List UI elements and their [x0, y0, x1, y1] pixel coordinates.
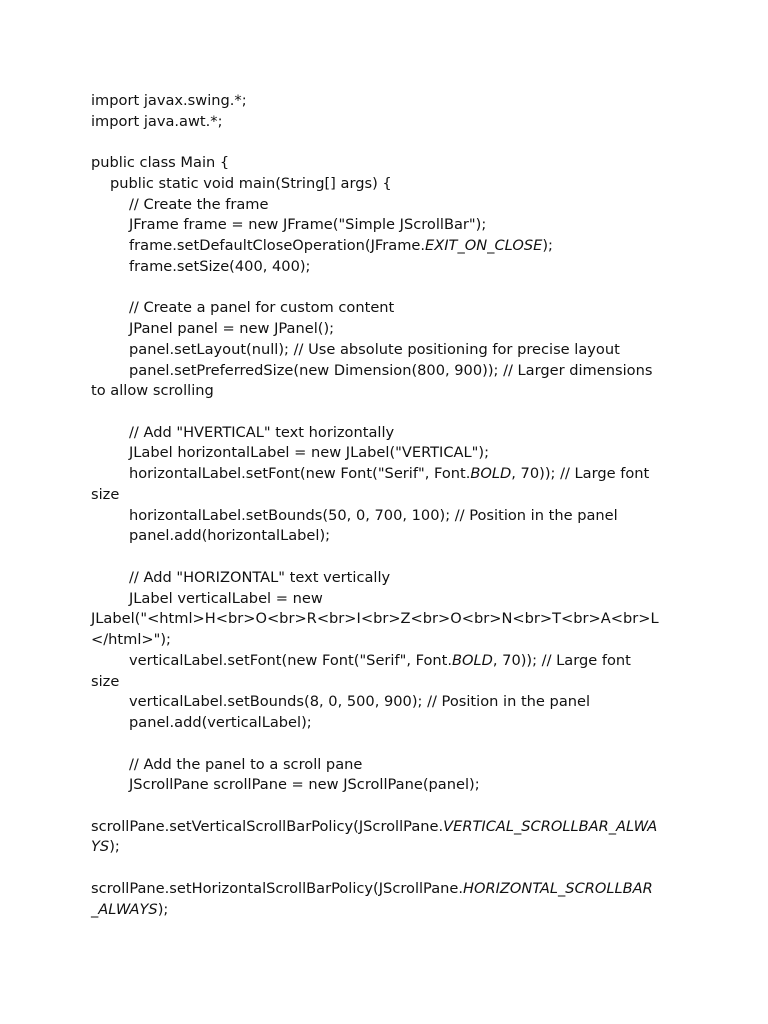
code-line [91, 630, 691, 651]
code-text: verticalLabel.setBounds(8, 0, 500, 900); // Position in the panel [129, 693, 591, 711]
code-constant: BOLD [470, 465, 512, 483]
code-text: JLabel verticalLabel = new [129, 589, 323, 607]
code-line [91, 775, 691, 796]
code-line [91, 755, 691, 776]
code-line [91, 174, 691, 195]
code-text: // Add "HVERTICAL" text horizontally [129, 423, 395, 441]
code-text: import java.awt.*; [91, 112, 223, 130]
code-text: JLabel("<html>H<br>O<br>R<br>I<br>Z<br>O<br>N<br>T<br>A<br>L [91, 610, 659, 628]
code-text: ); [542, 237, 553, 255]
code-text: // Add the panel to a scroll pane [129, 755, 363, 773]
code-text: // Add "HORIZONTAL" text vertically [129, 568, 391, 586]
code-text: scrollPane.setHorizontalScrollBarPolicy(JScrollPane. [91, 879, 464, 897]
code-text: // Create a panel for custom content [129, 299, 395, 317]
code-text: , 70)); // Large font [492, 651, 631, 669]
code-line [91, 215, 691, 236]
code-line [91, 485, 691, 506]
code-constant: VERTICAL_SCROLLBAR_ALWA [443, 817, 658, 835]
code-line [91, 361, 691, 382]
code-line [91, 153, 691, 174]
blank-line [91, 547, 691, 568]
code-line [91, 257, 691, 278]
blank-line [91, 858, 691, 879]
code-line [91, 112, 691, 133]
blank-line [91, 734, 691, 755]
code-line [91, 340, 691, 361]
code-text: horizontalLabel.setFont(new Font("Serif", Font. [129, 465, 471, 483]
code-constant: EXIT_ON_CLOSE [425, 237, 543, 255]
code-text: ); [109, 838, 120, 856]
code-text: ); [157, 900, 169, 918]
code-line [91, 879, 691, 900]
blank-line [91, 796, 691, 817]
code-text: verticalLabel.setFont(new Font("Serif", Font. [129, 651, 453, 669]
blank-line [91, 402, 691, 423]
code-text: scrollPane.setVerticalScrollBarPolicy(JScrollPane. [91, 817, 444, 835]
code-line [91, 900, 691, 921]
code-line [91, 464, 691, 485]
code-line [91, 817, 691, 838]
code-text: panel.setPreferredSize(new Dimension(800, 900)); // Larger dimensions [129, 361, 653, 379]
code-text: panel.setLayout(null); // Use absolute positioning for precise layout [129, 340, 620, 358]
code-line [91, 381, 691, 402]
code-line [91, 91, 691, 112]
code-text: // Create the frame [129, 195, 269, 213]
code-line [91, 319, 691, 340]
code-line [91, 713, 691, 734]
code-constant: _ALWAYS [91, 900, 158, 918]
code-line [91, 651, 691, 672]
code-text: public static void main(String[] args) { [110, 174, 392, 192]
code-text: size [91, 672, 120, 690]
code-line [91, 672, 691, 693]
blank-line [91, 132, 691, 153]
code-text: JScrollPane scrollPane = new JScrollPane(panel); [129, 776, 480, 794]
code-text: JLabel horizontalLabel = new JLabel("VERTICAL"); [129, 444, 489, 462]
code-line [91, 298, 691, 319]
code-line [91, 609, 691, 630]
code-text: to allow scrolling [91, 382, 214, 400]
code-text: frame.setSize(400, 400); [129, 257, 311, 275]
code-constant: YS [91, 838, 110, 856]
code-text: , 70)); // Large font [511, 465, 650, 483]
code-line [91, 568, 691, 589]
code-line [91, 443, 691, 464]
code-line [91, 526, 691, 547]
code-text: import javax.swing.*; [91, 92, 247, 109]
code-text: horizontalLabel.setBounds(50, 0, 700, 100); // Position in the panel [129, 506, 618, 524]
code-text: public class Main { [91, 154, 230, 172]
code-constant: BOLD [452, 651, 493, 669]
code-text: panel.add(verticalLabel); [129, 714, 312, 732]
code-text: panel.add(horizontalLabel); [129, 527, 331, 545]
code-text: JFrame frame = new JFrame("Simple JScrollBar"); [129, 216, 487, 234]
code-line [91, 423, 691, 444]
code-text: </html>"); [91, 631, 171, 649]
code-text: JPanel panel = new JPanel(); [129, 320, 335, 338]
blank-line [91, 278, 691, 299]
code-line [91, 837, 691, 858]
code-constant: HORIZONTAL_SCROLLBAR [463, 879, 653, 897]
code-line [91, 692, 691, 713]
code-line [91, 236, 691, 257]
code-line [91, 506, 691, 527]
code-line [91, 195, 691, 216]
code-line [91, 589, 691, 610]
code-text: size [91, 485, 120, 503]
code-text: frame.setDefaultCloseOperation(JFrame. [129, 237, 426, 255]
code-document [91, 91, 691, 920]
